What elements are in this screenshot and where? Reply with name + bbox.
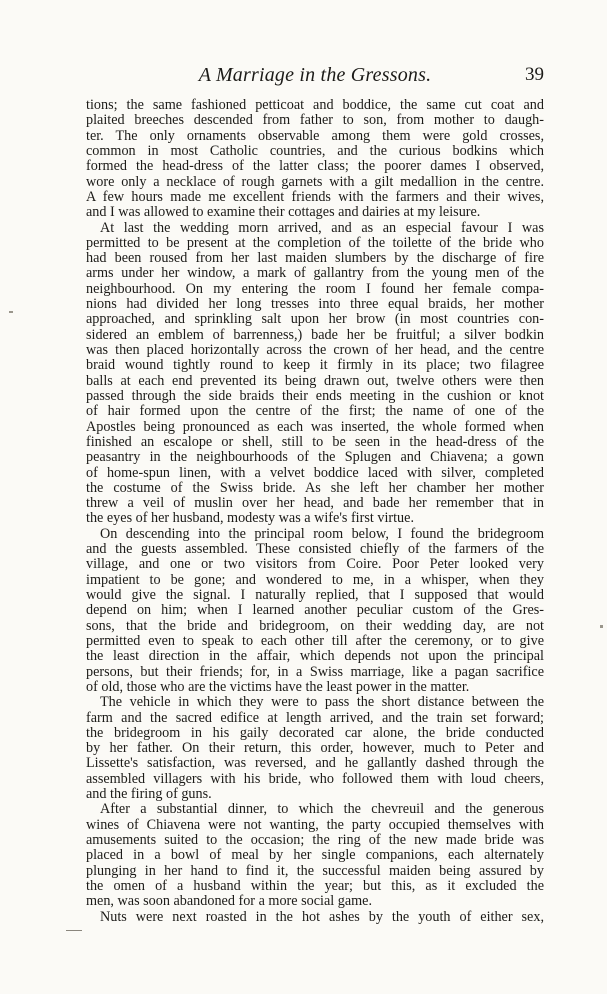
text-line: braid wound tightly round to keep it firmly in its place; two filagree	[86, 358, 544, 374]
text-line: formed the head-dress of the latter class; the poorer dames I observed,	[86, 159, 544, 175]
text-line: At last the wedding morn arrived, and as an especial favour I was	[100, 220, 544, 236]
text-line: The vehicle in which they were to pass the short distance between the	[100, 695, 544, 711]
text-line: was then placed horizontally across the crown of her head, and the centre	[86, 343, 544, 358]
text-line: the bridegroom in his gaily decorated car alone, the bride conducted	[86, 725, 544, 741]
text-line: had been roused from her last maiden slumbers by the discharge of fire	[86, 251, 544, 267]
text-line: On descending into the principal room below, I found the bridegroom	[100, 526, 544, 542]
text-line: of old, those who are the victims have the least power in the matter.	[86, 679, 470, 695]
text-line: sons, that the bride and bridegroom, on their wedding day, are not	[86, 618, 544, 634]
text-line: depend on him; when I learned another peculiar custom of the Gres-	[86, 603, 544, 619]
page-header	[86, 64, 544, 90]
text-line: ter. The only ornaments observable among them were gold crosses,	[86, 128, 544, 144]
text-line: After a substantial dinner, to which the chevreuil and the generous	[100, 802, 544, 818]
margin-mark	[600, 625, 603, 628]
text-line: and I was allowed to examine their cottages and dairies at my leisure.	[86, 205, 481, 221]
text-line: village, and one or two visitors from Coire. Poor Peter looked very	[86, 557, 544, 573]
text-line: plaited breeches descended from father to son, from mother to daugh-	[86, 113, 544, 129]
text-line: persons, but their friends; for, in a Swiss marriage, like a pagan sacrifice	[86, 664, 544, 680]
body-text	[86, 98, 544, 925]
text-line: finished an escalope or shell, still to be seen in the head-dress of the	[86, 434, 544, 450]
page-number: 39	[525, 64, 544, 85]
text-line: the eyes of her husband, modesty was a wife's first virtue.	[86, 511, 414, 527]
text-line: Nuts were next roasted in the hot ashes by the youth of either sex,	[100, 909, 544, 925]
text-line: of home-spun linen, with a velvet boddice laced with silver, completed	[86, 465, 544, 481]
text-line: would give the signal. I naturally replied, that I supposed that would	[86, 588, 544, 603]
text-line: plunging in her hand to find it, the successful maiden being assured by	[86, 863, 544, 879]
text-line: passed through the side braids their ends meeting in the cushion or knot	[86, 388, 544, 404]
text-line: impatient to be gone; and wondered to me, in a whisper, when they	[86, 572, 544, 588]
text-line: of hair formed upon the centre of the first; the name of one of the	[86, 404, 544, 420]
text-line: the least direction in the affair, which depends not upon the principal	[86, 649, 544, 665]
text-line: permitted even to speak to each other till after the ceremony, or to give	[86, 633, 544, 649]
text-line: Apostles being pronounced as each was inserted, the whole formed when	[86, 419, 544, 435]
margin-mark	[9, 311, 13, 313]
text-line: Lissette's satisfaction, was reversed, and he gallantly dashed through the	[86, 756, 544, 772]
text-line: assembled villagers with his bride, who followed them with loud cheers,	[86, 771, 544, 787]
text-line: nions had divided her long tresses into three equal braids, her mother	[86, 297, 544, 313]
text-line: men, was soon abandoned for a more social game.	[86, 894, 373, 910]
text-line: sidered an emblem of barrenness,) bade her be fruitful; a silver bodkin	[86, 327, 544, 343]
text-line: the costume of the Swiss bride. As she left her chamber her mother	[86, 480, 544, 496]
text-line: common in most Catholic countries, and the curious bodkins which	[86, 143, 544, 159]
text-line: permitted to be present at the completion of the toilette of the bride who	[86, 235, 544, 251]
text-line: wore only a necklace of rough garnets with a gilt medallion in the centre.	[86, 174, 544, 190]
text-line: tions; the same fashioned petticoat and boddice, the same cut coat and	[86, 98, 544, 113]
text-line: by her father. On their return, this order, however, much to Peter and	[86, 741, 544, 757]
text-line: the omen of a husband within the year; but this, as it excluded the	[86, 878, 544, 894]
text-line: and the firing of guns.	[86, 787, 212, 803]
running-title: A Marriage in the Gressons.	[198, 64, 432, 86]
text-line: neighbourhood. On my entering the room I found her female compa-	[86, 281, 544, 297]
text-line: arms under her window, a mark of gallantry from the young men of the	[86, 266, 544, 282]
text-line: peasantry in the neighbourhoods of the Splugen and Chiavena; a gown	[86, 450, 544, 466]
text-line: approached, and sprinkling salt upon her brow (in most countries con-	[86, 312, 544, 328]
text-line: amusements suited to the occasion; the ring of the new made bride was	[86, 833, 544, 848]
footer-rule	[66, 930, 82, 931]
text-line: placed in a bowl of meal by her single companions, each alternately	[86, 848, 544, 864]
text-line: farm and the sacred edifice at length arrived, and the train set forward;	[86, 710, 544, 726]
text-line: threw a veil of muslin over her head, and bade her remember that in	[86, 496, 544, 512]
text-line: and the guests assembled. These consisted chiefly of the farmers of the	[86, 542, 544, 558]
text-line: wines of Chiavena were not wanting, the party occupied themselves with	[86, 817, 544, 833]
text-line: balls at each end prevented its being drawn out, twelve others were then	[86, 373, 544, 389]
text-line: A few hours made me excellent friends with the farmers and their wives,	[86, 189, 544, 205]
